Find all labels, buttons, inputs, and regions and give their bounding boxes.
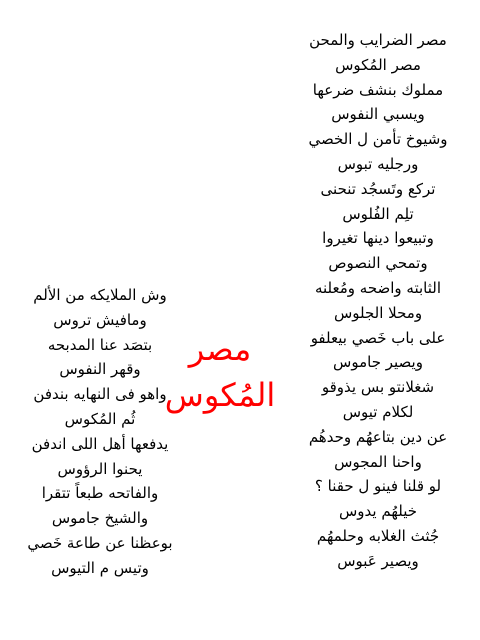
verse-line: وتمحي النصوص bbox=[328, 254, 428, 273]
verse-line: والفاتحه طبعاً تتقرا bbox=[41, 484, 159, 503]
verse-line: شغلانتو بس يذوقو bbox=[321, 378, 435, 397]
verse-line: وقهر النفوس bbox=[59, 360, 141, 379]
verse-line: تلِم الفُلوس bbox=[342, 204, 414, 223]
verse-line: لو قلنا فينو ل حقنا ؟ bbox=[314, 477, 442, 496]
verse-line: وتبيعوا دينها تغيروا bbox=[322, 229, 434, 248]
verse-line: خيلهُم يدوس bbox=[338, 502, 418, 521]
verse-line: وش الملايكه من الألم bbox=[33, 286, 167, 304]
verse-line: وشيوخ تأمن ل الخصي bbox=[308, 130, 448, 149]
poem-column-left bbox=[8, 283, 192, 581]
verse-line: يحنوا الرؤوس bbox=[57, 459, 143, 478]
poem-title-line-2: المُكوس bbox=[164, 376, 276, 414]
verse-line: ورجليه تبوس bbox=[337, 154, 419, 173]
verse-line: بتصَد عنا المدبحه bbox=[47, 335, 153, 354]
verse-line: جُثث الغلابه وحلمهُم bbox=[316, 526, 440, 545]
verse-line: عن دين بتاعهُم وحدهُم bbox=[308, 427, 448, 446]
verse-line: ويصير جاموس bbox=[333, 353, 423, 372]
verse-line: يدفعها أهل اللى اندفن bbox=[31, 434, 169, 453]
verse-line: والشيخ جاموس bbox=[51, 509, 149, 528]
verse-line: ومافيش تروس bbox=[53, 310, 147, 329]
verse-line: ومحلا الجلوس bbox=[333, 303, 423, 322]
poem-title-line-1: مصر bbox=[188, 330, 252, 368]
verse-line: بوعظنا عن طاعة خَصي bbox=[27, 533, 173, 552]
verse-line: مصر الضرايب والمحن bbox=[309, 31, 447, 49]
verse-line: ثُم المُكوس bbox=[64, 409, 136, 428]
verse-line: ويصير عَبوس bbox=[337, 551, 419, 570]
poem-column-right bbox=[288, 28, 468, 574]
verse-line: ويسبي النفوس bbox=[331, 105, 425, 124]
verse-line: على باب خَصي بيعلفو bbox=[310, 328, 446, 347]
verse-line: مصر المُكوس bbox=[335, 55, 421, 74]
verse-line: لكلام تيوس bbox=[342, 402, 414, 421]
verse-line: وتيس م التيوس bbox=[51, 558, 149, 577]
verse-line: واحنا المجوس bbox=[334, 452, 422, 471]
verse-line: تركع وتَسجُد تنحنى bbox=[320, 179, 436, 198]
verse-line: الثابته واضحه ومُعلنه bbox=[314, 278, 442, 297]
verse-line: مملوك بنشف ضرعها bbox=[312, 80, 444, 99]
verse-line: واهو فى النهايه بندفن bbox=[33, 385, 167, 404]
